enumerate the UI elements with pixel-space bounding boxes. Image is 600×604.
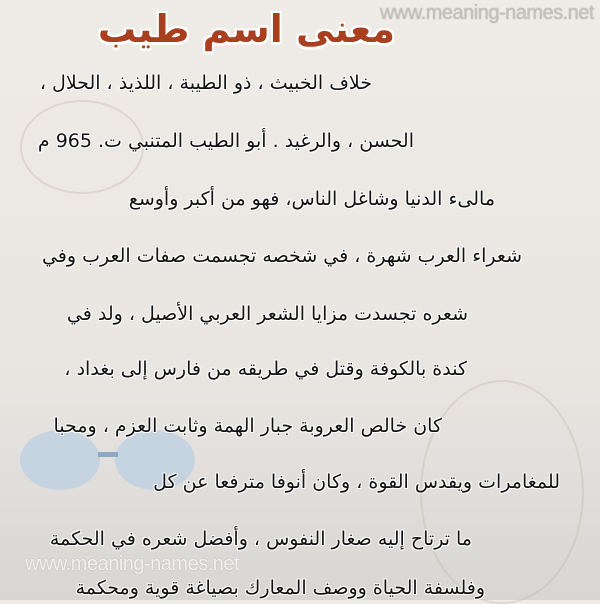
text-line: شعره تجسدت مزايا الشعر العربي الأصيل ، ولد في — [66, 303, 468, 325]
page-title: معنى اسم طيب — [97, 7, 395, 51]
text-line: مالىء الدنيا وشاغل الناس، فهو من أكبر وأوسع — [128, 188, 495, 210]
text-line: خلاف الخبيث ، ذو الطيبة ، اللذيذ ، الحلال ، — [39, 72, 372, 94]
text-line: للمغامرات ويقدس القوة ، وكان أنوفا مترفعا عن كل — [153, 471, 560, 493]
text-line: وفلسفة الحياة ووصف المعارك بصياغة قوية ومحكمة — [75, 577, 485, 599]
watermark-bottom: www.meaning-names.net — [25, 553, 240, 575]
text-line: الحسن ، والرغيد . أبو الطيب المتنبي ت. 965 م — [37, 130, 414, 152]
text-line: ما ترتاح إليه صغار النفوس ، وأفضل شعره في الحكمة — [49, 528, 472, 550]
watermark-top: www.meaning-names.net — [379, 2, 594, 24]
text-line: كندة بالكوفة وقتل في طريقه من فارس إلى بغداد ، — [64, 358, 467, 380]
text-line: شعراء العرب شهرة ، في شخصه تجسمت صفات العرب وفي — [41, 245, 522, 267]
text-line: كان خالص العروبة جبار الهمة وثابت العزم ، ومحبا — [53, 415, 442, 437]
